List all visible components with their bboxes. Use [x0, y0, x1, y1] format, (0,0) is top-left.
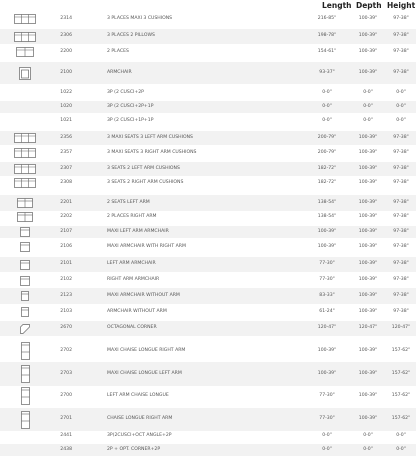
height-cell: 120-47": [391, 325, 411, 330]
code-cell: 2201: [60, 200, 72, 205]
height-cell: 97-38": [393, 166, 409, 171]
depth-cell: 100-39": [358, 33, 378, 38]
chaise-longue-icon: [8, 386, 42, 406]
height-cell: 97-38": [393, 309, 409, 314]
height-cell: 97-38": [393, 135, 409, 140]
chaise-longue-icon: [8, 362, 42, 386]
description-cell: CHAISE LONGUE RIGHT ARM: [107, 416, 173, 421]
description-cell: ARMCHAIR WITHOUT ARM: [107, 309, 167, 314]
table-row: [0, 288, 416, 304]
depth-cell: 100-39": [358, 309, 378, 314]
height-cell: 157-62": [391, 416, 411, 421]
depth-cell: 100-39": [358, 166, 378, 171]
octagonal-corner-icon: [8, 321, 42, 336]
table-row: [0, 147, 416, 159]
description-cell: RIGHT ARM ARMCHAIR: [107, 277, 160, 282]
length-cell: 100-39": [317, 244, 337, 249]
table-row: [0, 321, 416, 336]
height-cell: 97-38": [393, 200, 409, 205]
depth-cell: 0-0": [363, 104, 373, 109]
table-row: [0, 408, 416, 431]
table-row: [0, 88, 416, 99]
length-cell: 61-24": [319, 309, 335, 314]
height-cell: 97-38": [393, 70, 409, 75]
height-cell: 0-0": [396, 104, 406, 109]
table-header: [0, 0, 416, 13]
table-row: [0, 241, 416, 253]
armchair-icon: [8, 62, 42, 84]
description-cell: 3 MAXI SEATS 3 RIGHT ARM CUSHIONS: [107, 150, 197, 155]
armchair-left-arm-icon: [8, 226, 42, 238]
description-cell: 2 SEATS LEFT ARM: [107, 200, 150, 205]
sofa-3-seat-right-arm-icon: [8, 177, 42, 189]
height-cell: 97-38": [393, 293, 409, 298]
sofa-3-seat-icon: [8, 29, 42, 44]
code-cell: 2202: [60, 214, 72, 219]
length-cell: 93-37": [319, 70, 335, 75]
description-cell: MAXI CHAISE LONGUE RIGHT ARM: [107, 348, 186, 353]
height-cell: 97-38": [393, 33, 409, 38]
code-cell: 2670: [60, 325, 72, 330]
depth-cell: 100-39": [358, 150, 378, 155]
code-cell: 2100: [60, 70, 72, 75]
depth-cell: 100-39": [358, 135, 378, 140]
description-cell: 3P (2 CUSCI+1P+1P: [107, 118, 154, 123]
code-cell: 2307: [60, 166, 72, 171]
table-row: [0, 131, 416, 145]
length-cell: 138-54": [317, 214, 337, 219]
code-cell: 2441: [60, 433, 72, 438]
chaise-longue-icon: [8, 340, 42, 362]
armchair-left-arm-icon: [8, 257, 42, 272]
depth-cell: 100-39": [358, 393, 378, 398]
description-cell: ARMCHAIR: [107, 70, 132, 75]
depth-cell: 120-47": [358, 325, 378, 330]
description-cell: MAXI LEFT ARM ARMCHAIR: [107, 229, 169, 234]
code-cell: 2101: [60, 261, 72, 266]
height-cell: 97-38": [393, 244, 409, 249]
length-cell: 200-79": [317, 150, 337, 155]
length-cell: 77-30": [319, 261, 335, 266]
depth-cell: 100-39": [358, 244, 378, 249]
depth-cell: 0-0": [363, 433, 373, 438]
table-row: [0, 46, 416, 58]
height-cell: 97-38": [393, 277, 409, 282]
code-cell: 2700: [60, 393, 72, 398]
height-cell: 157-62": [391, 348, 411, 353]
table-row: [0, 431, 416, 442]
table-row: [0, 273, 416, 288]
height-cell: 0-0": [396, 90, 406, 95]
depth-cell: 0-0": [363, 90, 373, 95]
table-row: [0, 13, 416, 25]
code-cell: 2200: [60, 49, 72, 54]
depth-cell: 100-39": [358, 348, 378, 353]
table-row: [0, 340, 416, 362]
description-cell: MAXI ARMCHAIR WITH RIGHT ARM: [107, 244, 186, 249]
table-row: [0, 211, 416, 223]
description-cell: MAXI CHAISE LONGUE LEFT ARM: [107, 371, 182, 376]
header-depth: Depth: [356, 1, 382, 10]
length-cell: 182-72": [317, 166, 337, 171]
armchair-right-arm-icon: [8, 241, 42, 253]
code-cell: 2306: [60, 33, 72, 38]
code-cell: 2314: [60, 16, 72, 21]
table-row: [0, 29, 416, 44]
height-cell: 0-0": [396, 433, 406, 438]
height-cell: 0-0": [396, 118, 406, 123]
depth-cell: 100-39": [358, 371, 378, 376]
table-row: [0, 116, 416, 127]
depth-cell: 100-39": [358, 200, 378, 205]
table-row: [0, 304, 416, 320]
length-cell: 0-0": [322, 447, 332, 452]
sofa-2-seat-right-arm-icon: [8, 211, 42, 223]
height-cell: 97-38": [393, 180, 409, 185]
description-cell: 2 PLACES RIGHT ARM: [107, 214, 157, 219]
table-row: [0, 177, 416, 189]
code-cell: 2356: [60, 135, 72, 140]
code-cell: 2357: [60, 150, 72, 155]
length-cell: 154-61": [317, 49, 337, 54]
table-row: [0, 195, 416, 211]
height-cell: 0-0": [396, 447, 406, 452]
table-row: [0, 162, 416, 176]
depth-cell: 100-39": [358, 214, 378, 219]
length-cell: 100-39": [317, 229, 337, 234]
code-cell: 1022: [60, 90, 72, 95]
code-cell: 1020: [60, 104, 72, 109]
table-row: [0, 62, 416, 84]
height-cell: 157-62": [391, 393, 411, 398]
depth-cell: 0-0": [363, 447, 373, 452]
description-cell: 3 PLACES 2 PILLOWS: [107, 33, 155, 38]
description-cell: 3P (2 CUSCI+2P+1P: [107, 104, 154, 109]
table-row: [0, 444, 416, 456]
length-cell: 77-30": [319, 277, 335, 282]
header-height: Height: [387, 1, 416, 10]
depth-cell: 100-39": [358, 416, 378, 421]
armless-chair-icon: [8, 288, 42, 304]
description-cell: 3 SEATS 2 LEFT ARM CUSHIONS: [107, 166, 180, 171]
description-cell: LEFT ARM ARMCHAIR: [107, 261, 156, 266]
description-cell: MAXI ARMCHAIR WITHOUT ARM: [107, 293, 180, 298]
description-cell: 2 PLACES: [107, 49, 129, 54]
length-cell: 198-78": [317, 33, 337, 38]
height-cell: 97-38": [393, 150, 409, 155]
table-row: [0, 257, 416, 272]
length-cell: 200-79": [317, 135, 337, 140]
code-cell: 2701: [60, 416, 72, 421]
length-cell: 0-0": [322, 104, 332, 109]
height-cell: 97-38": [393, 229, 409, 234]
length-cell: 83-33": [319, 293, 335, 298]
length-cell: 120-47": [317, 325, 337, 330]
code-cell: 2703: [60, 371, 72, 376]
code-cell: 1021: [60, 118, 72, 123]
description-cell: 2P + OPT. CORNER+2P: [107, 447, 161, 452]
code-cell: 2107: [60, 229, 72, 234]
height-cell: 97-38": [393, 49, 409, 54]
height-cell: 97-38": [393, 261, 409, 266]
length-cell: 77-30": [319, 393, 335, 398]
description-cell: 3P(2CUSCI+OCT ANGLE+2P: [107, 433, 172, 438]
description-cell: OCTAGONAL CORNER: [107, 325, 157, 330]
length-cell: 0-0": [322, 433, 332, 438]
armchair-right-arm-icon: [8, 273, 42, 288]
description-cell: LEFT ARM CHAISE LONGUE: [107, 393, 169, 398]
table-row: [0, 386, 416, 406]
code-cell: 2438: [60, 447, 72, 452]
depth-cell: 0-0": [363, 118, 373, 123]
code-cell: 2308: [60, 180, 72, 185]
depth-cell: 100-39": [358, 277, 378, 282]
sofa-3-seat-left-arm-icon: [8, 162, 42, 176]
length-cell: 182-72": [317, 180, 337, 185]
code-cell: 2123: [60, 293, 72, 298]
code-cell: 2102: [60, 277, 72, 282]
sofa-2-seat-left-arm-icon: [8, 195, 42, 211]
length-cell: 0-0": [322, 118, 332, 123]
code-cell: 2702: [60, 348, 72, 353]
depth-cell: 100-39": [358, 229, 378, 234]
table-row: [0, 226, 416, 238]
table-row: [0, 362, 416, 386]
length-cell: 100-39": [317, 371, 337, 376]
sofa-3-seat-icon: [8, 13, 42, 25]
length-cell: 100-39": [317, 348, 337, 353]
depth-cell: 100-39": [358, 180, 378, 185]
height-cell: 97-38": [393, 214, 409, 219]
height-cell: 157-62": [391, 371, 411, 376]
description-cell: 3P (2 CUSCI+2P: [107, 90, 144, 95]
description-cell: 3 PLACES MAXI 3 CUSHIONS: [107, 16, 173, 21]
description-cell: 3 SEATS 2 RIGHT ARM CUSHIONS: [107, 180, 184, 185]
depth-cell: 100-39": [358, 261, 378, 266]
depth-cell: 100-39": [358, 293, 378, 298]
description-cell: 3 MAXI SEATS 3 LEFT ARM CUSHIONS: [107, 135, 193, 140]
length-cell: 216-85": [317, 16, 337, 21]
length-cell: 77-30": [319, 416, 335, 421]
height-cell: 97-38": [393, 16, 409, 21]
code-cell: 2103: [60, 309, 72, 314]
sofa-3-seat-right-arm-icon: [8, 147, 42, 159]
sofa-3-seat-left-arm-icon: [8, 131, 42, 145]
length-cell: 138-54": [317, 200, 337, 205]
table-row: [0, 101, 416, 113]
code-cell: 2106: [60, 244, 72, 249]
depth-cell: 100-39": [358, 16, 378, 21]
sofa-2-seat-icon: [8, 46, 42, 58]
depth-cell: 100-39": [358, 49, 378, 54]
header-length: Length: [322, 1, 352, 10]
length-cell: 0-0": [322, 90, 332, 95]
chaise-longue-icon: [8, 408, 42, 431]
depth-cell: 100-39": [358, 70, 378, 75]
armless-chair-icon: [8, 304, 42, 320]
